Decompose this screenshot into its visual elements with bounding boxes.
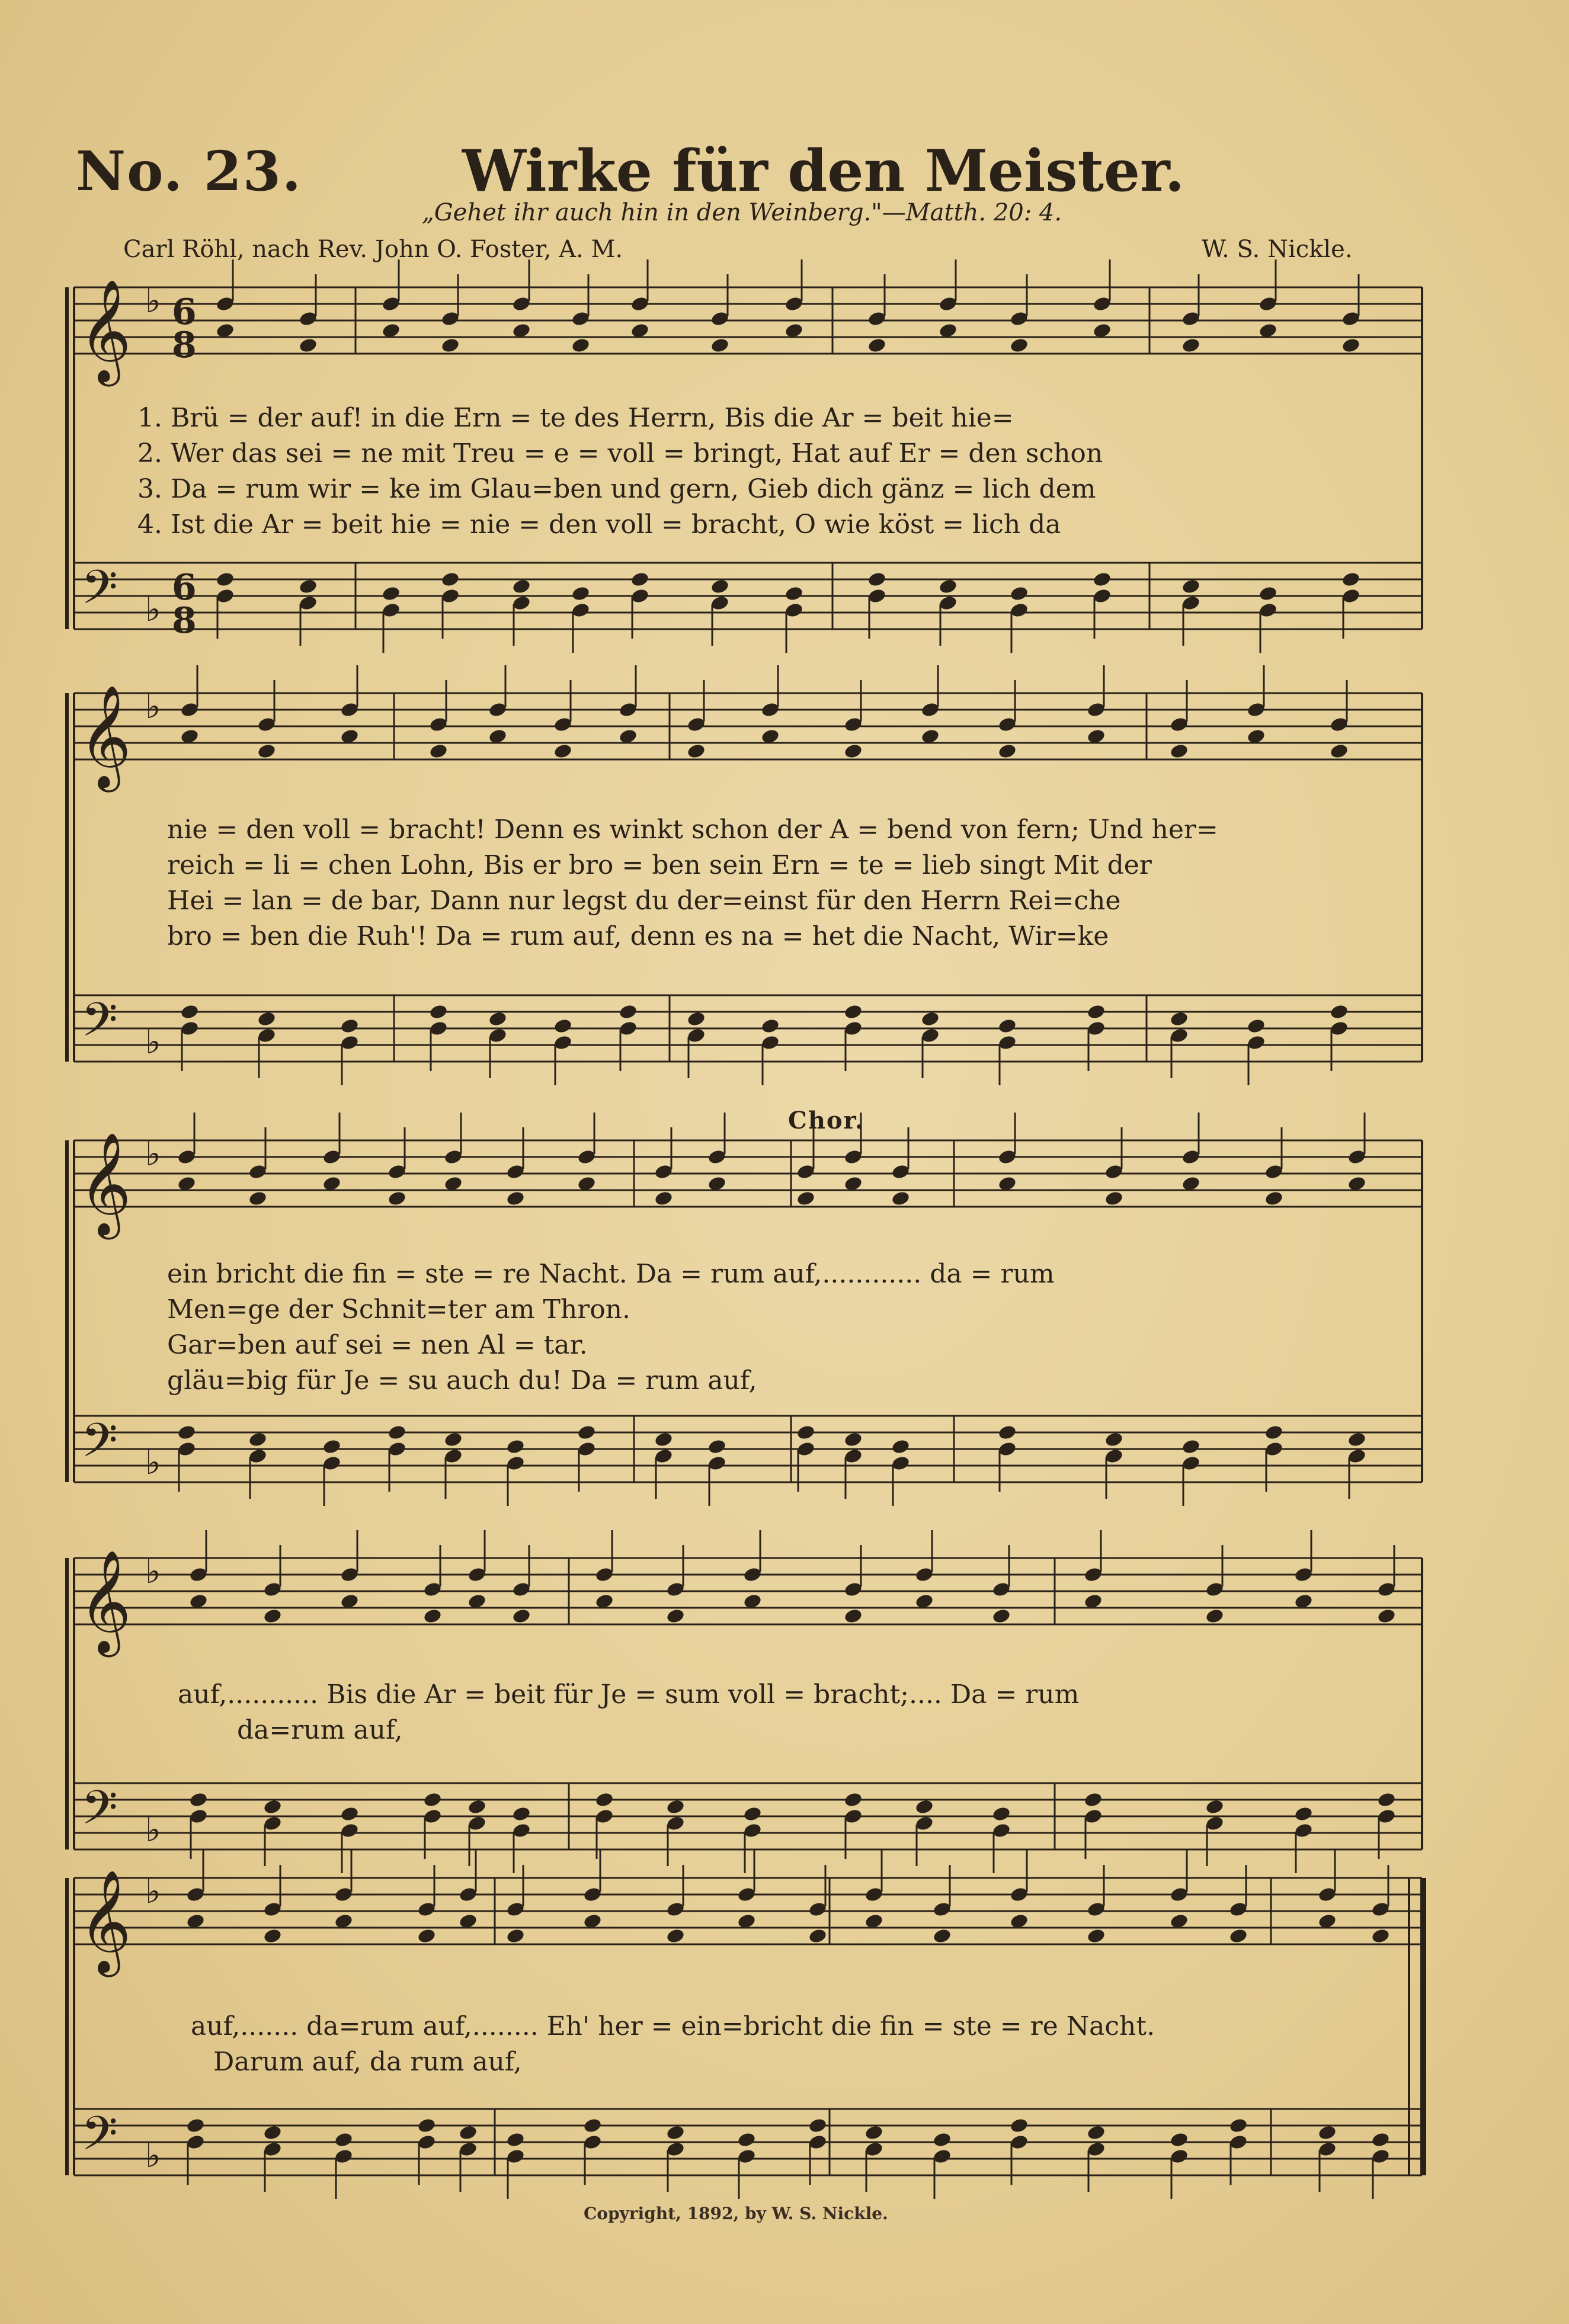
note-head — [185, 2117, 205, 2134]
hymn-title: Wirke für den Meister. — [462, 137, 1185, 204]
note-head — [440, 337, 460, 354]
note-head — [511, 1806, 531, 1822]
note-head — [843, 1791, 863, 1808]
note-head — [843, 743, 863, 759]
note-head — [891, 1438, 910, 1455]
clef-symbol: 𝄢 — [81, 1413, 118, 1479]
flat-sign: ♭ — [145, 1135, 161, 1174]
note-head — [180, 1004, 199, 1020]
note-head — [505, 1928, 525, 1944]
note-head — [571, 337, 590, 354]
note-head — [262, 2124, 282, 2141]
note-head — [914, 1799, 934, 1815]
note-head — [654, 1431, 673, 1448]
note-head — [417, 2117, 436, 2134]
note-head — [428, 1004, 448, 1020]
flat-sign: ♭ — [145, 1553, 161, 1591]
lyric-line: Men=ge der Schnit=ter am Thron. — [167, 1294, 631, 1325]
note-head — [340, 1018, 359, 1034]
note-head — [654, 1190, 673, 1207]
note-head — [505, 1190, 525, 1207]
note-head — [443, 1431, 463, 1448]
clef-symbol: 𝄞 — [79, 1132, 132, 1235]
time-signature: 6 — [172, 567, 197, 608]
lyric-line: Gar=ben auf sei = nen Al = tar. — [167, 1330, 588, 1360]
lyric-line: bro = ben die Ruh'! Da = rum auf, denn es na = het die Nacht, Wir=ke — [167, 921, 1109, 951]
note-head — [1092, 571, 1112, 588]
note-head — [991, 1608, 1011, 1624]
hymn-number: No. 23. — [76, 139, 302, 203]
time-signature: 6 — [172, 291, 197, 333]
lyricist-credit: Carl Röhl, nach Rev. John O. Foster, A. M. — [123, 236, 623, 263]
lyric-line: ein bricht die fin = ste = re Nacht. Da = rum auf,............ da = rum — [167, 1259, 1055, 1289]
lyric-line: reich = li = chen Lohn, Bis er bro = ben sein Ern = te = lieb singt Mit der — [167, 850, 1152, 880]
chorus-label: Chor. — [788, 1107, 864, 1134]
flat-sign: ♭ — [145, 1873, 161, 1911]
note-head — [1009, 585, 1029, 602]
note-head — [594, 1791, 614, 1808]
lyric-line: Hei = lan = de bar, Dann nur legst du der=einst für den Herrn Rei=che — [167, 886, 1121, 916]
note-head — [1246, 1018, 1266, 1034]
note-head — [1264, 1190, 1283, 1207]
note-head — [686, 743, 706, 759]
note-head — [867, 337, 886, 354]
note-head — [553, 743, 572, 759]
note-head — [177, 1424, 196, 1441]
note-head — [582, 2117, 602, 2134]
flat-sign: ♭ — [145, 2137, 161, 2175]
note-head — [1293, 1806, 1313, 1822]
note-head — [1329, 743, 1349, 759]
flat-sign: ♭ — [145, 591, 161, 629]
note-head — [932, 1928, 952, 1944]
note-head — [1009, 2117, 1029, 2134]
note-head — [1083, 1791, 1103, 1808]
note-head — [248, 1431, 267, 1448]
note-head — [381, 585, 401, 602]
note-head — [1347, 1431, 1366, 1448]
note-head — [1329, 1004, 1349, 1020]
note-head — [1264, 1424, 1283, 1441]
lyric-line: auf,........... Bis die Ar = beit für Je = sum voll = bracht;.... Da = rum — [178, 1679, 1080, 1710]
clef-symbol: 𝄞 — [79, 685, 132, 788]
note-head — [665, 1608, 685, 1624]
note-head — [843, 1608, 863, 1624]
flat-sign: ♭ — [145, 1811, 161, 1849]
time-signature: 8 — [172, 325, 197, 366]
note-head — [417, 1928, 436, 1944]
note-head — [1228, 2117, 1248, 2134]
flat-sign: ♭ — [145, 1023, 161, 1062]
note-head — [553, 1018, 572, 1034]
note-head — [630, 571, 649, 588]
note-head — [1169, 2131, 1189, 2148]
note-head — [1376, 1791, 1396, 1808]
note-head — [440, 571, 460, 588]
note-head — [322, 1438, 341, 1455]
lyric-line: nie = den voll = bracht! Denn es winkt schon der A = bend von fern; Und her= — [167, 815, 1218, 845]
note-head — [991, 1806, 1011, 1822]
note-head — [710, 578, 729, 595]
lyric-line: da=rum auf, — [237, 1715, 403, 1745]
note-head — [1205, 1608, 1224, 1624]
note-head — [505, 2131, 525, 2148]
note-head — [387, 1190, 406, 1207]
note-head — [867, 571, 886, 588]
note-head — [1205, 1799, 1224, 1815]
note-head — [577, 1424, 596, 1441]
note-head — [1181, 1438, 1200, 1455]
note-head — [665, 2124, 685, 2141]
note-head — [742, 1806, 762, 1822]
note-head — [262, 1928, 282, 1944]
note-head — [760, 1018, 780, 1034]
clef-symbol: 𝄢 — [81, 992, 118, 1059]
note-head — [997, 743, 1017, 759]
note-head — [188, 1791, 208, 1808]
note-head — [488, 1011, 507, 1027]
composer-credit: W. S. Nickle. — [1202, 236, 1353, 263]
note-head — [340, 1806, 359, 1822]
lyric-line: 4. Ist die Ar = beit hie = nie = den voll = bracht, O wie köst = lich da — [137, 509, 1061, 540]
clef-symbol: 𝄞 — [79, 279, 132, 382]
note-head — [843, 1431, 863, 1448]
note-head — [1258, 585, 1277, 602]
note-head — [511, 1608, 531, 1624]
note-head — [458, 2124, 478, 2141]
note-head — [215, 571, 235, 588]
note-head — [864, 2124, 883, 2141]
lyric-line: Darum auf, da rum auf, — [213, 2047, 522, 2077]
note-head — [1341, 337, 1360, 354]
note-head — [1169, 743, 1189, 759]
note-head — [505, 1438, 525, 1455]
note-head — [422, 1791, 442, 1808]
note-head — [571, 585, 590, 602]
note-head — [387, 1424, 406, 1441]
flat-sign: ♭ — [145, 1444, 161, 1482]
time-signature: 8 — [172, 600, 197, 642]
note-head — [334, 2131, 353, 2148]
note-head — [257, 743, 276, 759]
note-head — [262, 1608, 282, 1624]
clef-symbol: 𝄞 — [79, 1550, 132, 1653]
clef-symbol: 𝄢 — [81, 560, 118, 626]
note-head — [808, 2117, 827, 2134]
note-head — [737, 2131, 756, 2148]
note-head — [1341, 571, 1360, 588]
note-head — [298, 578, 318, 595]
note-head — [1181, 578, 1200, 595]
note-head — [1104, 1190, 1123, 1207]
note-head — [428, 743, 448, 759]
note-head — [257, 1011, 276, 1027]
note-head — [1181, 337, 1200, 354]
epigraph: „Gehet ihr auch hin in den Weinberg."—Matth. 20: 4. — [422, 199, 1062, 226]
note-head — [1086, 1004, 1106, 1020]
note-head — [1104, 1431, 1123, 1448]
note-head — [1086, 1928, 1106, 1944]
copyright-notice: Copyright, 1892, by W. S. Nickle. — [584, 2204, 888, 2223]
note-head — [891, 1190, 910, 1207]
note-head — [707, 1438, 726, 1455]
lyric-line: gläu=big für Je = su auch du! Da = rum auf, — [167, 1365, 757, 1396]
flat-sign: ♭ — [145, 688, 161, 726]
note-head — [1009, 337, 1029, 354]
note-head — [248, 1190, 267, 1207]
note-head — [932, 2131, 952, 2148]
lyric-line: auf,....... da=rum auf,........ Eh' her = ein=bricht die fin = ste = re Nacht. — [191, 2011, 1155, 2041]
note-head — [843, 1004, 863, 1020]
note-head — [618, 1004, 638, 1020]
lyric-line: 2. Wer das sei = ne mit Treu = e = voll = bringt, Hat auf Er = den schon — [137, 438, 1103, 469]
note-head — [298, 337, 318, 354]
note-head — [422, 1608, 442, 1624]
note-head — [1169, 1011, 1189, 1027]
lyric-line: 3. Da = rum wir = ke im Glau=ben und gern, Gieb dich gänz = lich dem — [137, 474, 1096, 504]
note-head — [808, 1928, 827, 1944]
clef-symbol: 𝄢 — [81, 2106, 118, 2172]
note-head — [665, 1928, 685, 1944]
note-head — [920, 1011, 940, 1027]
lyric-line: 1. Brü = der auf! in die Ern = te des Herrn, Bis die Ar = beit hie= — [137, 403, 1014, 433]
note-head — [467, 1799, 486, 1815]
note-head — [665, 1799, 685, 1815]
note-head — [710, 337, 729, 354]
note-head — [997, 1018, 1017, 1034]
note-head — [1086, 2124, 1106, 2141]
note-head — [262, 1799, 282, 1815]
note-head — [997, 1424, 1017, 1441]
note-head — [1371, 1928, 1390, 1944]
note-head — [1371, 2131, 1390, 2148]
note-head — [796, 1424, 815, 1441]
flat-sign: ♭ — [145, 282, 161, 320]
note-head — [796, 1190, 815, 1207]
clef-symbol: 𝄞 — [79, 1870, 132, 1973]
note-head — [511, 578, 531, 595]
note-head — [1317, 2124, 1337, 2141]
clef-symbol: 𝄢 — [81, 1780, 118, 1847]
note-head — [686, 1011, 706, 1027]
note-head — [1376, 1608, 1396, 1624]
note-head — [938, 578, 958, 595]
note-head — [1228, 1928, 1248, 1944]
note-head — [784, 585, 803, 602]
